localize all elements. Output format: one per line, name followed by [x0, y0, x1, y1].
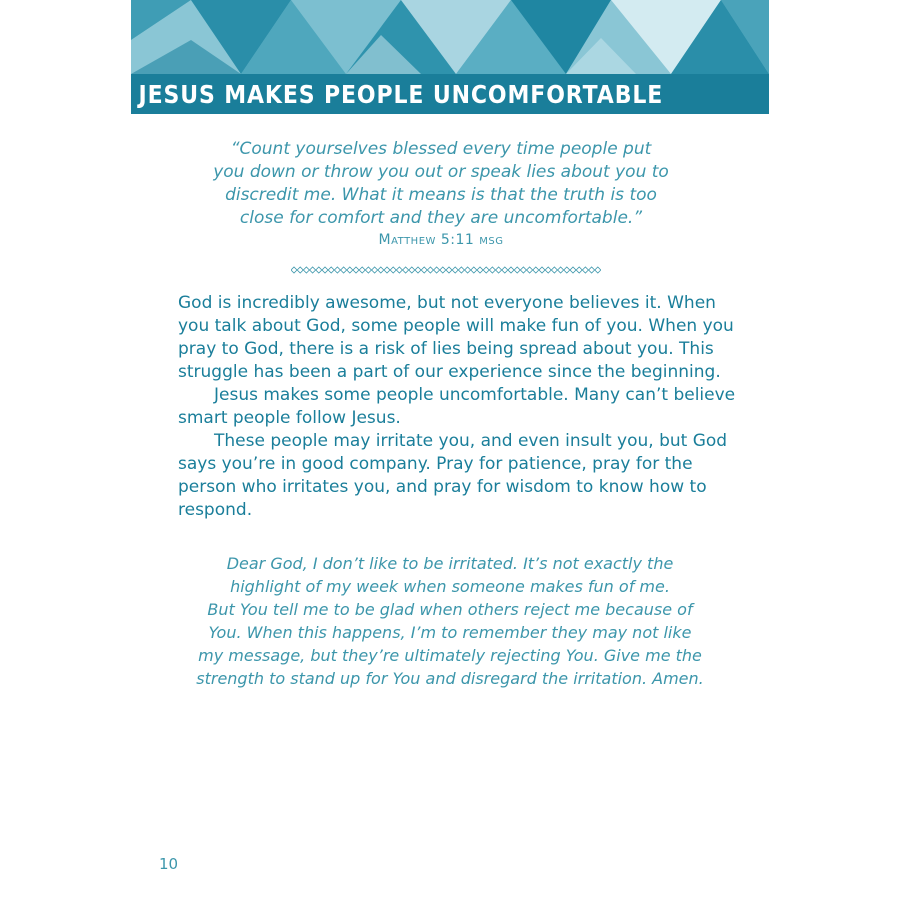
divider-diamond [465, 267, 471, 273]
divider-diamond [458, 267, 464, 273]
divider-diamond [303, 267, 309, 273]
divider-diamond [564, 267, 570, 273]
body-line: God is incredibly awesome, but not everyone believes it. When [178, 293, 716, 313]
devotional-body [178, 292, 738, 522]
verse-line: “Count yourselves blessed every time people put [230, 139, 652, 159]
divider-diamond [434, 267, 440, 273]
page-number: 10 [159, 855, 179, 873]
divider-diamond [496, 267, 502, 273]
divider-diamond [347, 267, 353, 273]
body-line: struggle has been a part of our experience since the beginning. [178, 362, 721, 382]
verse-reference: Matthew 5:11 msg [378, 232, 504, 248]
divider-diamond [508, 267, 514, 273]
prayer-line: my message, but they’re ultimately rejecting You. Give me the [198, 646, 702, 665]
diamond-divider-icon [291, 266, 601, 274]
body-line: says you’re in good company. Pray for patience, pray for the [178, 454, 693, 474]
triangle-pattern-icon [131, 0, 769, 74]
divider-diamond [558, 267, 564, 273]
divider-diamond [310, 267, 316, 273]
verse-line: discredit me. What it means is that the truth is too [225, 185, 657, 205]
divider-diamond [533, 267, 539, 273]
divider-diamond [483, 267, 489, 273]
prayer-line: You. When this happens, I’m to remember they may not like [208, 623, 692, 642]
divider-diamond [421, 267, 427, 273]
body-line: pray to God, there is a risk of lies being spread about you. This [178, 339, 714, 359]
divider-diamond [471, 267, 477, 273]
divider-diamond [520, 267, 526, 273]
divider-diamond [291, 267, 297, 273]
divider-diamond [359, 267, 365, 273]
geometric-banner [131, 0, 769, 74]
divider-diamond [582, 267, 588, 273]
divider-diamond [502, 267, 508, 273]
body-line: person who irritates you, and pray for wisdom to know how to [178, 477, 707, 497]
divider-diamond [576, 267, 582, 273]
verse-line: close for comfort and they are uncomfortable.” [239, 208, 643, 228]
prayer-line: strength to stand up for You and disregard the irritation. Amen. [196, 669, 704, 688]
divider-diamond [353, 267, 359, 273]
divider-diamond [396, 267, 402, 273]
closing-prayer [176, 552, 724, 690]
divider-diamond [539, 267, 545, 273]
divider-diamond [446, 267, 452, 273]
divider-diamond [452, 267, 458, 273]
body-line: Jesus makes some people uncomfortable. Many can’t believe [214, 385, 736, 405]
divider-diamond [316, 267, 322, 273]
body-line: These people may irritate you, and even insult you, but God [214, 431, 728, 451]
divider-diamond [415, 267, 421, 273]
divider-diamond [477, 267, 483, 273]
divider-diamond [527, 267, 533, 273]
divider-diamond [334, 267, 340, 273]
divider-diamond [297, 267, 303, 273]
scripture-verse [201, 138, 681, 230]
title-bar [131, 74, 769, 114]
divider-diamond [372, 267, 378, 273]
body-line: smart people follow Jesus. [178, 408, 401, 428]
divider-diamond [514, 267, 520, 273]
divider-diamond [595, 267, 601, 273]
verse-line: you down or throw you out or speak lies about you to [213, 162, 669, 182]
page-title: JESUS MAKES PEOPLE UNCOMFORTABLE [138, 79, 663, 109]
divider-diamond [365, 267, 371, 273]
divider-diamond [551, 267, 557, 273]
divider-diamond [545, 267, 551, 273]
body-line: you talk about God, some people will make fun of you. When you [178, 316, 734, 336]
divider-diamond [489, 267, 495, 273]
divider-diamond [403, 267, 409, 273]
prayer-line: Dear God, I don’t like to be irritated. It’s not exactly the [226, 554, 674, 573]
divider-diamond [384, 267, 390, 273]
divider-diamond [322, 267, 328, 273]
divider-diamond [341, 267, 347, 273]
prayer-line: highlight of my week when someone makes fun of me. [230, 577, 670, 596]
divider-diamond [378, 267, 384, 273]
divider-diamond [409, 267, 415, 273]
book-page [131, 0, 769, 900]
divider-diamond [589, 267, 595, 273]
divider-diamond [570, 267, 576, 273]
body-line: respond. [178, 500, 253, 520]
prayer-line: But You tell me to be glad when others reject me because of [207, 600, 693, 619]
divider-diamond [440, 267, 446, 273]
divider-diamond [328, 267, 334, 273]
divider-diamond [427, 267, 433, 273]
divider-diamond [390, 267, 396, 273]
